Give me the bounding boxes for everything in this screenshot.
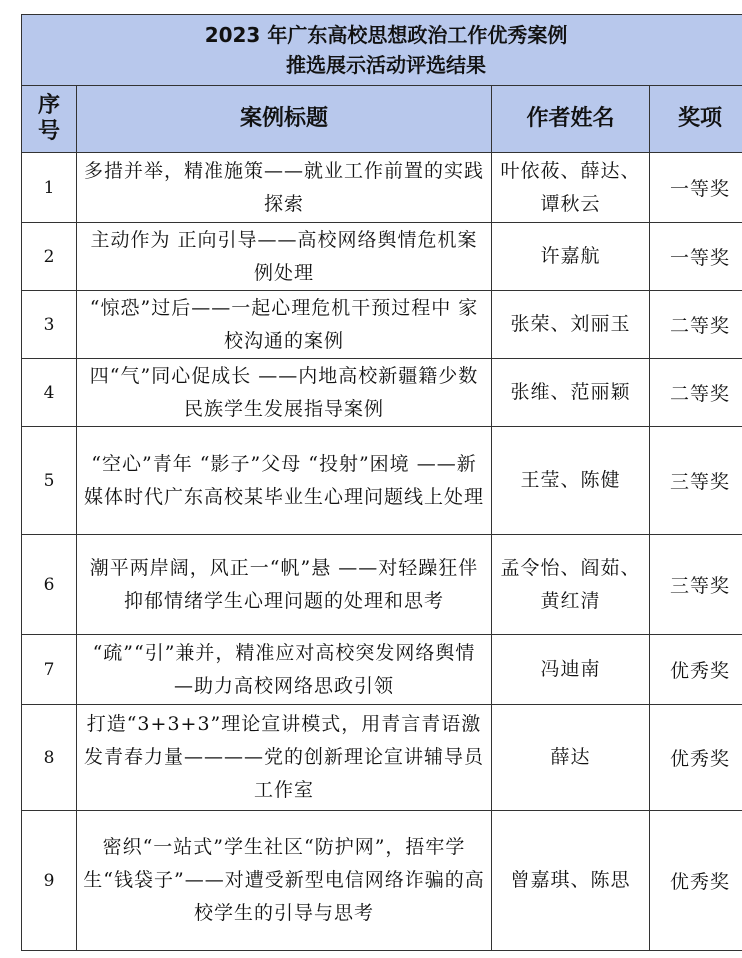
header-author: 作者姓名 <box>492 86 650 153</box>
author-names: 薛达 <box>492 705 650 811</box>
award-level: 三等奖 <box>650 535 742 635</box>
case-title: 多措并举，精准施策——就业工作前置的实践探索 <box>77 153 492 223</box>
results-table <box>21 14 742 951</box>
case-title: “疏”“引”兼并，精准应对高校突发网络舆情—助力高校网络思政引领 <box>77 635 492 705</box>
row-number: 3 <box>22 291 77 359</box>
row-number: 8 <box>22 705 77 811</box>
award-level: 二等奖 <box>650 359 742 427</box>
author-names: 张维、范丽颖 <box>492 359 650 427</box>
case-title: 打造“3+3+3”理论宣讲模式，用青言青语激发青春力量————党的创新理论宣讲辅导员工作室 <box>77 705 492 811</box>
row-number: 9 <box>22 811 77 951</box>
case-title: 潮平两岸阔，风正一“帆”悬 ——对轻躁狂伴抑郁情绪学生心理问题的处理和思考 <box>77 535 492 635</box>
row-number: 4 <box>22 359 77 427</box>
award-level: 优秀奖 <box>650 705 742 811</box>
header-seq <box>22 86 77 153</box>
header-case-title: 案例标题 <box>77 86 492 153</box>
header-seq-top: 序 <box>37 93 60 118</box>
table-row <box>22 223 742 291</box>
table-row <box>22 291 742 359</box>
award-level: 优秀奖 <box>650 635 742 705</box>
case-title: 密织“一站式”学生社区“防护网”，捂牢学生“钱袋子”——对遭受新型电信网络诈骗的高校学生的引导与思考 <box>77 811 492 951</box>
author-names: 张荣、刘丽玉 <box>492 291 650 359</box>
table-row <box>22 535 742 635</box>
row-number: 1 <box>22 153 77 223</box>
row-number: 6 <box>22 535 77 635</box>
results-document <box>21 14 742 951</box>
author-names: 曾嘉琪、陈思 <box>492 811 650 951</box>
header-row <box>22 86 742 153</box>
author-names: 孟令怡、阎茹、黄红清 <box>492 535 650 635</box>
award-level: 一等奖 <box>650 153 742 223</box>
title-row <box>22 15 742 86</box>
table-row <box>22 427 742 535</box>
table-row <box>22 635 742 705</box>
author-names: 许嘉航 <box>492 223 650 291</box>
author-names: 王莹、陈健 <box>492 427 650 535</box>
table-row <box>22 705 742 811</box>
row-number: 7 <box>22 635 77 705</box>
case-title: “惊恐”过后——一起心理危机干预过程中 家校沟通的案例 <box>77 291 492 359</box>
title-line-2: 推选展示活动评选结果 <box>286 53 486 77</box>
award-level: 优秀奖 <box>650 811 742 951</box>
table-row <box>22 811 742 951</box>
case-title: 四“气”同心促成长 ——内地高校新疆籍少数民族学生发展指导案例 <box>77 359 492 427</box>
row-number: 5 <box>22 427 77 535</box>
header-award: 奖项 <box>650 86 742 153</box>
table-row <box>22 153 742 223</box>
case-title: 主动作为 正向引导——高校网络舆情危机案例处理 <box>77 223 492 291</box>
award-level: 三等奖 <box>650 427 742 535</box>
header-seq-bottom: 号 <box>37 119 60 144</box>
table-title <box>22 15 742 86</box>
row-number: 2 <box>22 223 77 291</box>
table-row <box>22 359 742 427</box>
case-title: “空心”青年 “影子”父母 “投射”困境 ——新媒体时代广东高校某毕业生心理问题线上处理 <box>77 427 492 535</box>
award-level: 一等奖 <box>650 223 742 291</box>
award-level: 二等奖 <box>650 291 742 359</box>
author-names: 叶依莜、薛达、谭秋云 <box>492 153 650 223</box>
author-names: 冯迪南 <box>492 635 650 705</box>
title-line-1: 2023 年广东高校思想政治工作优秀案例 <box>204 23 568 47</box>
